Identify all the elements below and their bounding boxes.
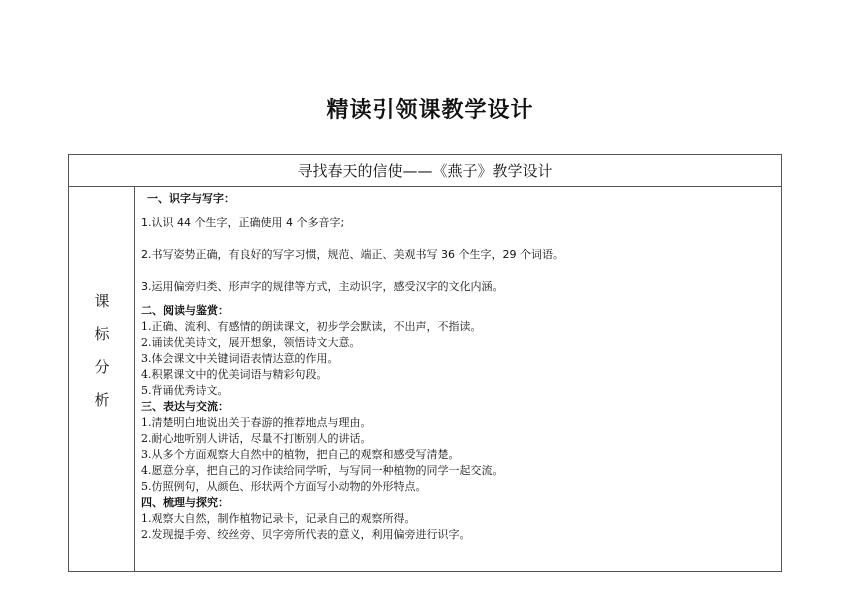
side-label-char: 分	[94, 358, 110, 376]
section-heading: 三、表达与交流：	[141, 400, 229, 413]
section-item: 2.发现提手旁、绞丝旁、贝字旁所代表的意义，利用偏旁进行识字。	[141, 528, 471, 541]
section-item: 2.书写姿势正确，有良好的写字习惯，规范、端正、美观书写 36 个生字，29 个词语。	[141, 248, 564, 261]
section-item: 5.仿照例句，从颜色、形状两个方面写小动物的外形特点。	[141, 480, 427, 493]
section-item: 3.从多个方面观察大自然中的植物，把自己的观察和感受写清楚。	[141, 448, 460, 461]
section-item: 1.正确、流利、有感情的朗读课文，初步学会默读，不出声，不指读。	[141, 320, 482, 333]
content-cell	[141, 187, 777, 571]
section-item: 4.愿意分享，把自己的习作读给同学听，与写同一种植物的同学一起交流。	[141, 464, 504, 477]
section-item: 4.积累课文中的优美词语与精彩句段。	[141, 368, 328, 381]
section-item: 5.背诵优秀诗文。	[141, 384, 229, 397]
section-item: 1.观察大自然，制作植物记录卡，记录自己的观察所得。	[141, 512, 416, 525]
section-item: 3.体会课文中关键词语表情达意的作用。	[141, 352, 339, 365]
section-heading: 二、阅读与鉴赏：	[141, 304, 229, 317]
design-table	[68, 154, 782, 572]
section-item: 1.清楚明白地说出关于春游的推荐地点与理由。	[141, 416, 372, 429]
section-item: 3.运用偏旁归类、形声字的规律等方式，主动识字，感受汉字的文化内涵。	[141, 280, 504, 293]
section-item: 2.耐心地听别人讲话，尽量不打断别人的讲话。	[141, 432, 372, 445]
side-label-cell	[69, 187, 135, 571]
section-heading: 一、识字与写字：	[147, 192, 235, 205]
document-title: 精读引领课教学设计	[326, 98, 534, 123]
section-item: 2.诵读优美诗文，展开想象，领悟诗文大意。	[141, 336, 361, 349]
table-title: 寻找春天的信使——《燕子》教学设计	[69, 155, 781, 187]
table-body	[69, 187, 781, 571]
side-label-char: 析	[94, 391, 110, 409]
section-heading: 四、梳理与探究：	[141, 496, 229, 509]
section-item: 1.认识 44 个生字，正确使用 4 个多音字;	[141, 216, 345, 229]
side-label-char: 课	[94, 292, 110, 310]
side-label-char: 标	[94, 325, 110, 343]
